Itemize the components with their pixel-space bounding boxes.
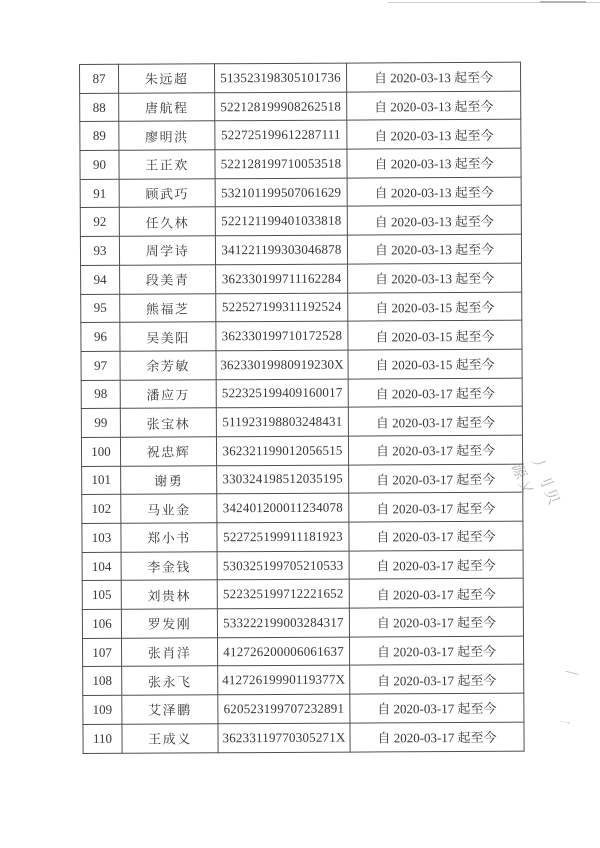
name-cell: 段美青	[120, 265, 216, 294]
name-cell: 朱远超	[119, 64, 215, 93]
id-number-cell: 530325199705210533	[217, 551, 349, 580]
name-cell: 周学诗	[119, 236, 215, 265]
name-cell: 吴美阳	[120, 322, 216, 351]
table-row	[82, 492, 523, 523]
table-row	[83, 636, 524, 667]
scan-artifact-line-top-right	[540, 1, 586, 3]
table-row	[81, 378, 522, 409]
id-number-cell: 362330199710172528	[216, 321, 348, 350]
row-number-cell: 107	[83, 638, 122, 667]
period-cell: 自 2020-03-15 起至今	[348, 320, 522, 350]
table-row	[80, 148, 521, 179]
name-cell: 张宝林	[120, 408, 216, 437]
row-number-cell: 92	[80, 208, 119, 237]
period-cell: 自 2020-03-17 起至今	[348, 406, 522, 436]
period-cell: 自 2020-03-17 起至今	[349, 579, 523, 609]
id-number-cell: 522128199908262518	[215, 92, 347, 121]
table-row	[83, 693, 524, 724]
table-row	[81, 349, 522, 380]
table-row	[82, 521, 523, 552]
name-cell: 祝忠辉	[120, 437, 216, 466]
id-number-cell: 342401200011234078	[217, 493, 349, 522]
id-number-cell: 522128199710053518	[215, 149, 347, 178]
table-row	[80, 62, 521, 93]
row-number-cell: 94	[81, 265, 120, 294]
id-number-cell: 522325199712221652	[217, 579, 349, 608]
id-number-cell: 533222199003284317	[217, 608, 349, 637]
period-cell: 自 2020-03-17 起至今	[349, 492, 523, 522]
row-number-cell: 95	[81, 294, 120, 323]
id-number-cell: 36233119770305271X	[218, 723, 350, 752]
roster-table-wrap	[79, 62, 525, 754]
row-number-cell: 104	[82, 552, 121, 581]
id-number-cell: 36233019980919230X	[216, 350, 348, 379]
period-cell: 自 2020-03-17 起至今	[349, 464, 523, 494]
row-number-cell: 106	[82, 609, 121, 638]
period-cell: 自 2020-03-17 起至今	[350, 693, 524, 723]
id-number-cell: 522121199401033818	[215, 207, 347, 236]
period-cell: 自 2020-03-13 起至今	[347, 177, 521, 207]
row-number-cell: 101	[82, 466, 121, 495]
period-cell: 自 2020-03-13 起至今	[347, 120, 521, 150]
id-number-cell: 522725199612287111	[215, 120, 347, 149]
table-row	[82, 579, 523, 610]
period-cell: 自 2020-03-13 起至今	[346, 62, 520, 92]
roster-table	[79, 62, 525, 754]
name-cell: 熊福芝	[120, 293, 216, 322]
row-number-cell: 99	[81, 409, 120, 438]
row-number-cell: 100	[81, 437, 120, 466]
row-number-cell: 97	[81, 351, 120, 380]
row-number-cell: 103	[82, 523, 121, 552]
bleed-through-dash: —	[564, 662, 581, 681]
id-number-cell: 412726200006061637	[218, 637, 350, 666]
table-row	[83, 722, 524, 753]
name-cell: 罗发刚	[121, 609, 217, 638]
id-number-cell: 362321199012056515	[216, 436, 348, 465]
table-row	[81, 263, 522, 294]
id-number-cell: 511923198803248431	[216, 407, 348, 436]
table-row	[82, 464, 523, 495]
row-number-cell: 110	[83, 724, 122, 753]
name-cell: 谢勇	[121, 465, 217, 494]
period-cell: 自 2020-03-17 起至今	[350, 665, 524, 695]
name-cell: 顾武巧	[119, 179, 215, 208]
period-cell: 自 2020-03-17 起至今	[349, 550, 523, 580]
name-cell: 张永飞	[122, 666, 218, 695]
name-cell: 唐航程	[119, 92, 215, 121]
table-row	[80, 120, 521, 151]
roster-table-body	[80, 62, 525, 753]
name-cell: 潘应万	[120, 379, 216, 408]
name-cell: 任久林	[119, 207, 215, 236]
id-number-cell: 41272619990119377X	[218, 666, 350, 695]
name-cell: 马业金	[121, 494, 217, 523]
period-cell: 自 2020-03-17 起至今	[348, 435, 522, 465]
name-cell: 郑小书	[121, 523, 217, 552]
row-number-cell: 98	[81, 380, 120, 409]
table-row	[81, 406, 522, 437]
bleed-through-squiggle: 乛	[557, 719, 571, 735]
id-number-cell: 341221199303046878	[215, 235, 347, 264]
period-cell: 自 2020-03-17 起至今	[350, 722, 524, 752]
row-number-cell: 87	[80, 64, 119, 93]
period-cell: 自 2020-03-13 起至今	[347, 234, 521, 264]
id-number-cell: 330324198512035195	[217, 465, 349, 494]
period-cell: 自 2020-03-13 起至今	[347, 206, 521, 236]
id-number-cell: 513523198305101736	[215, 63, 347, 92]
table-row	[81, 435, 522, 466]
name-cell: 刘贵林	[121, 580, 217, 609]
table-row	[81, 292, 522, 323]
table-row	[82, 607, 523, 638]
id-number-cell: 620523199707232891	[218, 694, 350, 723]
name-cell: 艾泽鹏	[122, 695, 218, 724]
table-row	[80, 91, 521, 122]
table-row	[81, 320, 522, 351]
row-number-cell: 88	[80, 93, 119, 122]
period-cell: 自 2020-03-15 起至今	[348, 292, 522, 322]
name-cell: 张肖洋	[122, 638, 218, 667]
table-row	[80, 206, 521, 237]
id-number-cell: 522527199311192524	[216, 293, 348, 322]
row-number-cell: 105	[82, 581, 121, 610]
row-number-cell: 90	[80, 150, 119, 179]
row-number-cell: 109	[83, 695, 122, 724]
table-row	[83, 665, 524, 696]
id-number-cell: 362330199711162284	[216, 264, 348, 293]
table-row	[82, 550, 523, 581]
row-number-cell: 91	[80, 179, 119, 208]
name-cell: 廖明洪	[119, 121, 215, 150]
id-number-cell: 532101199507061629	[215, 178, 347, 207]
period-cell: 自 2020-03-17 起至今	[349, 521, 523, 551]
id-number-cell: 522325199409160017	[216, 379, 348, 408]
period-cell: 自 2020-03-17 起至今	[349, 607, 523, 637]
name-cell: 王正欢	[119, 150, 215, 179]
period-cell: 自 2020-03-13 起至今	[348, 263, 522, 293]
row-number-cell: 93	[80, 236, 119, 265]
period-cell: 自 2020-03-17 起至今	[350, 636, 524, 666]
period-cell: 自 2020-03-15 起至今	[348, 349, 522, 379]
name-cell: 王成义	[122, 724, 218, 753]
id-number-cell: 522725199911181923	[217, 522, 349, 551]
period-cell: 自 2020-03-13 起至今	[347, 148, 521, 178]
row-number-cell: 102	[82, 495, 121, 524]
table-row	[80, 234, 521, 265]
row-number-cell: 96	[81, 322, 120, 351]
table-row	[80, 177, 521, 208]
row-number-cell: 108	[83, 667, 122, 696]
name-cell: 李金钱	[121, 551, 217, 580]
row-number-cell: 89	[80, 122, 119, 151]
period-cell: 自 2020-03-17 起至今	[348, 378, 522, 408]
name-cell: 余芳敏	[120, 351, 216, 380]
bleed-through-marks: 丿刂贝源乂	[507, 453, 563, 510]
period-cell: 自 2020-03-13 起至今	[347, 91, 521, 121]
